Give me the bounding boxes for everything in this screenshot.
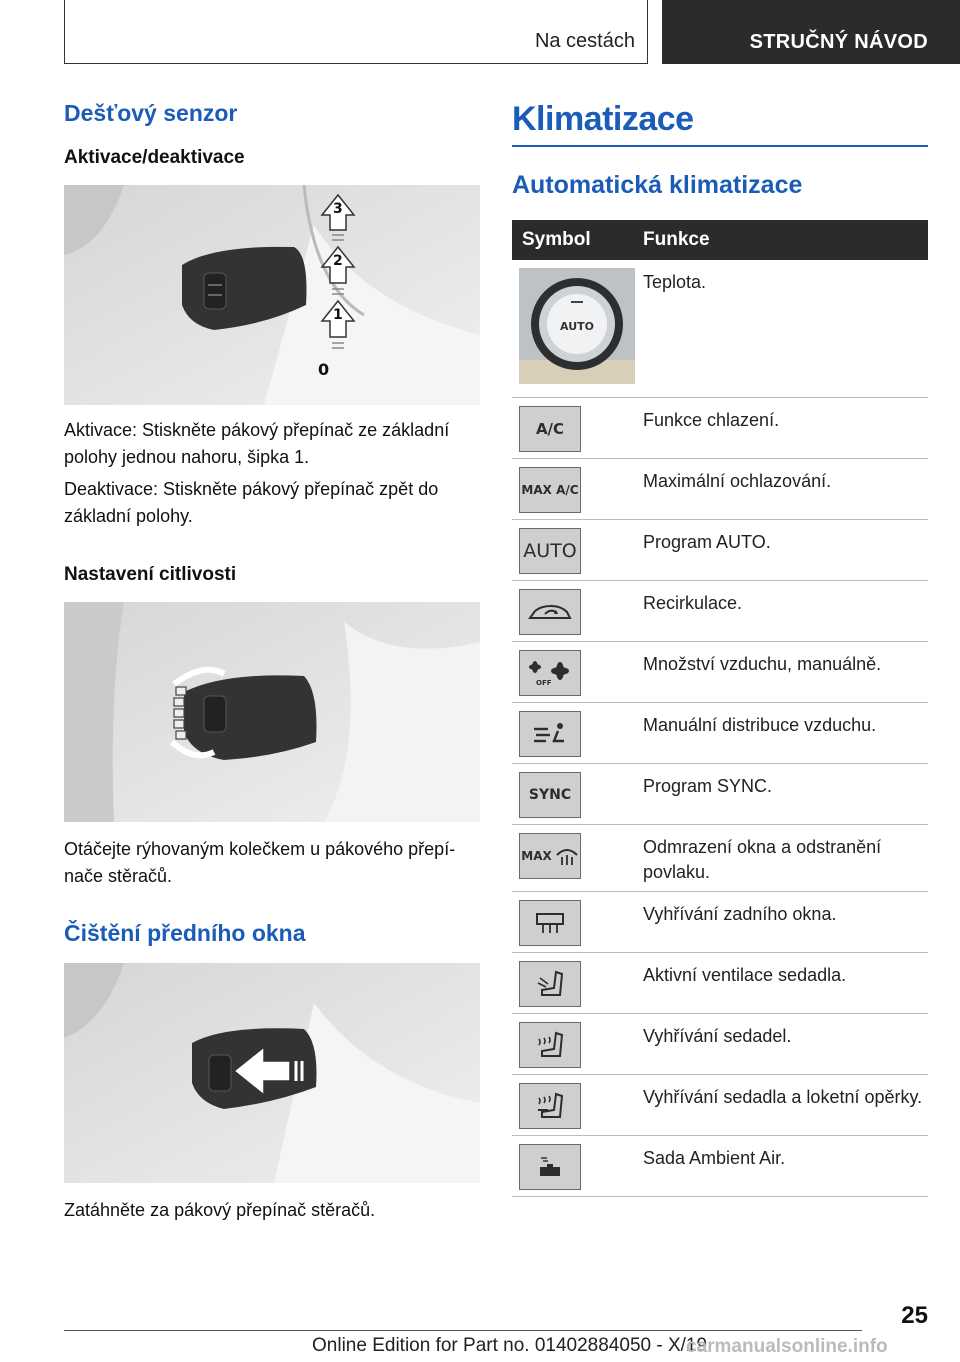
function-text: Sada Ambient Air.: [639, 1136, 928, 1197]
activation-text: Aktivace: Stiskněte pákový přepínač ze základní polohy jednou nahoru, šipka 1.: [64, 420, 450, 467]
auto-program-icon: [519, 528, 581, 574]
temperature-auto-dial-icon: [519, 268, 635, 384]
table-row: [512, 398, 928, 459]
table-row: [512, 260, 928, 398]
icon-label: MAX: [521, 848, 552, 863]
table-row: [512, 642, 928, 703]
function-text: Program AUTO.: [639, 520, 928, 581]
icon-label: SYNC: [528, 786, 572, 803]
figure-label-3: 3: [333, 201, 343, 217]
function-text: Manuální distribuce vzduchu.: [639, 703, 928, 764]
sensitivity-subheading: Nastavení citlivosti: [64, 564, 237, 585]
edition-text: Online Edition for Part no. 01402884050 - X/19: [312, 1335, 708, 1356]
ac-icon: [519, 406, 581, 452]
function-text: Program SYNC.: [639, 764, 928, 825]
climate-heading: Klimatizace: [512, 100, 694, 138]
column-header-symbol: Symbol: [512, 220, 639, 260]
table-row: [512, 953, 928, 1014]
table-row: [512, 825, 928, 892]
table-row: [512, 581, 928, 642]
icon-label: AUTO: [523, 539, 577, 562]
figure-label-2: 2: [333, 253, 343, 269]
function-text: Vyhřívání sedadel.: [639, 1014, 928, 1075]
function-text: Vyhřívání sedadla a loketní opěrky.: [639, 1075, 928, 1136]
table-row: [512, 892, 928, 953]
auto-climate-heading: Automatická klimatizace: [512, 171, 803, 199]
header-tab-label: STRUČNÝ NÁVOD: [749, 31, 928, 53]
function-text: Vyhřívání zadního okna.: [639, 892, 928, 953]
function-text: Teplota.: [639, 260, 928, 398]
heading-rule: [512, 145, 928, 147]
wiper-pull-figure: [64, 963, 480, 1183]
rear-window-defrost-icon: [519, 900, 581, 946]
icon-label: A/C: [535, 419, 565, 438]
max-ac-icon: [519, 467, 581, 513]
figure-label-0: 0: [318, 360, 330, 379]
pull-wiper-text: Zatáhněte za pákový přepínač stěračů.: [64, 1200, 376, 1220]
recirculation-icon: [519, 589, 581, 635]
windshield-cleaning-heading: Čištění předního okna: [64, 920, 306, 946]
icon-label: MAX A/C: [521, 482, 579, 497]
column-header-function: Funkce: [639, 220, 928, 260]
sync-icon: [519, 772, 581, 818]
seat-heating-icon: [519, 1022, 581, 1068]
ambient-air-icon: [519, 1144, 581, 1190]
deactivation-text: Deaktivace: Stiskněte pákový přepínač zpět do základní polohy.: [64, 479, 439, 526]
rain-sensor-heading: Dešťový senzor: [64, 100, 238, 126]
climate-symbol-table: [512, 220, 928, 1197]
function-text: Aktivní ventilace sedadla.: [639, 953, 928, 1014]
sensitivity-text: Otáčejte rýhovaným kolečkem u pákového přepí‐nače stěračů.: [64, 839, 456, 886]
table-row: [512, 703, 928, 764]
icon-label: OFF: [536, 679, 552, 687]
function-text: Odmrazení okna a odstranění povlaku.: [639, 825, 928, 892]
fan-speed-icon: [519, 650, 581, 696]
footer-rule: [64, 1330, 862, 1331]
header-section-title: Na cestách: [534, 30, 635, 52]
watermark-text: carmanualsonline.info: [686, 1336, 888, 1357]
function-text: Recirkulace.: [639, 581, 928, 642]
header-tab: [662, 0, 960, 64]
function-text: Maximální ochlazování.: [639, 459, 928, 520]
figure-label-1: 1: [333, 307, 343, 323]
function-text: Množství vzduchu, manuálně.: [639, 642, 928, 703]
left-column: [64, 100, 480, 1224]
air-distribution-icon: [519, 711, 581, 757]
function-text: Funkce chlazení.: [639, 398, 928, 459]
max-defrost-icon: [519, 833, 581, 879]
right-column: [512, 100, 928, 1197]
table-row: [512, 520, 928, 581]
activation-subheading: Aktivace/deaktivace: [64, 147, 245, 168]
seat-ventilation-icon: [519, 961, 581, 1007]
wiper-thumbwheel-figure: [64, 602, 480, 822]
dial-label: AUTO: [560, 320, 594, 333]
wiper-lever-positions-figure: [64, 185, 480, 405]
table-row: [512, 1136, 928, 1197]
table-row: [512, 459, 928, 520]
table-row: [512, 1014, 928, 1075]
table-row: [512, 764, 928, 825]
header-section-box: [64, 0, 648, 64]
table-header-row: [512, 220, 928, 260]
table-row: [512, 1075, 928, 1136]
page-number: 25: [901, 1302, 928, 1329]
seat-armrest-heating-icon: [519, 1083, 581, 1129]
